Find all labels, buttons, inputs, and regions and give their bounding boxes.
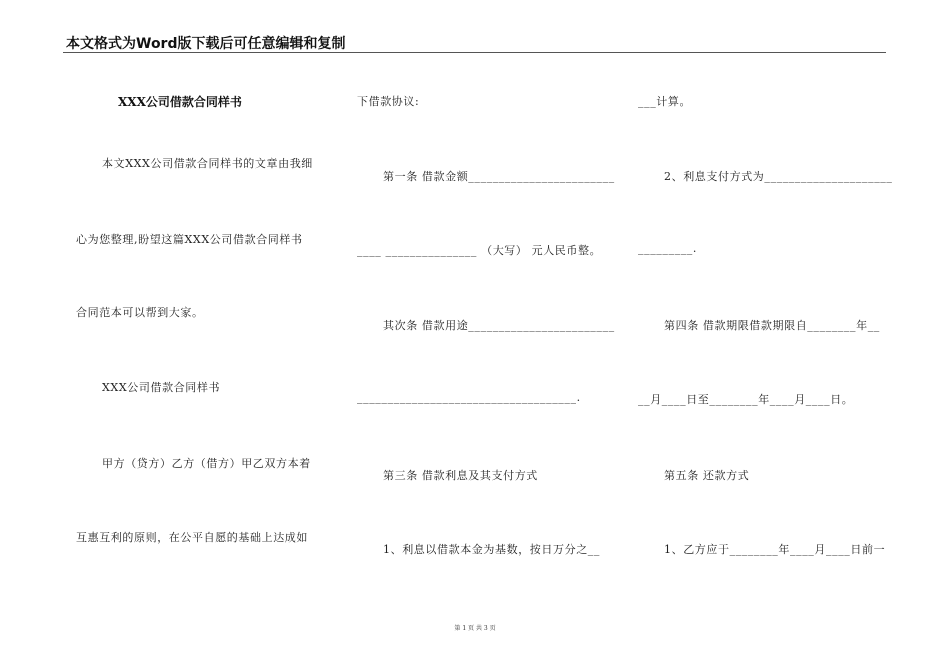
header-title: 本文格式为Word版下载后可任意编辑和复制 (66, 36, 346, 52)
middle-line-4: 其次条 借款用途________________________ (383, 319, 615, 332)
middle-line-1: 下借款协议: (357, 95, 420, 108)
right-line-2: 2、利息支付方式为_____________________ (664, 170, 893, 183)
right-line-1: ___计算。 (638, 95, 692, 108)
document-title: XXX公司借款合同样书 (118, 95, 242, 109)
middle-line-3: ____ _______________ （大写） 元人民币整。 (357, 244, 602, 257)
middle-line-2: 第一条 借款金额________________________ (383, 170, 615, 183)
middle-line-6: 第三条 借款利息及其支付方式 (383, 469, 538, 482)
right-line-7: 1、乙方应于________年____月____日前一 (664, 543, 886, 556)
right-line-3: _________. (638, 242, 697, 255)
left-line-1: 本文XXX公司借款合同样书的文章由我细 (102, 157, 313, 170)
right-line-4: 第四条 借款期限借款期限自________年__ (664, 319, 880, 332)
left-line-6: 互惠互利的原则，在公平自愿的基础上达成如 (76, 531, 308, 544)
header-rule (63, 52, 886, 53)
right-line-5: __月____日至________年____月____日。 (638, 393, 854, 406)
left-line-4: XXX公司借款合同样书 (102, 381, 221, 394)
middle-line-7: 1、利息以借款本金为基数，按日万分之__ (383, 543, 600, 556)
right-line-6: 第五条 还款方式 (664, 469, 750, 482)
left-line-5: 甲方（贷方）乙方（借方）甲乙双方本着 (102, 457, 311, 470)
page-number: 第 1 页 共 3 页 (454, 625, 496, 632)
left-line-3: 合同范本可以帮到大家。 (76, 306, 204, 319)
middle-line-5: ____________________________________. (357, 391, 581, 404)
left-line-2: 心为您整理,盼望这篇XXX公司借款合同样书 (76, 233, 303, 246)
